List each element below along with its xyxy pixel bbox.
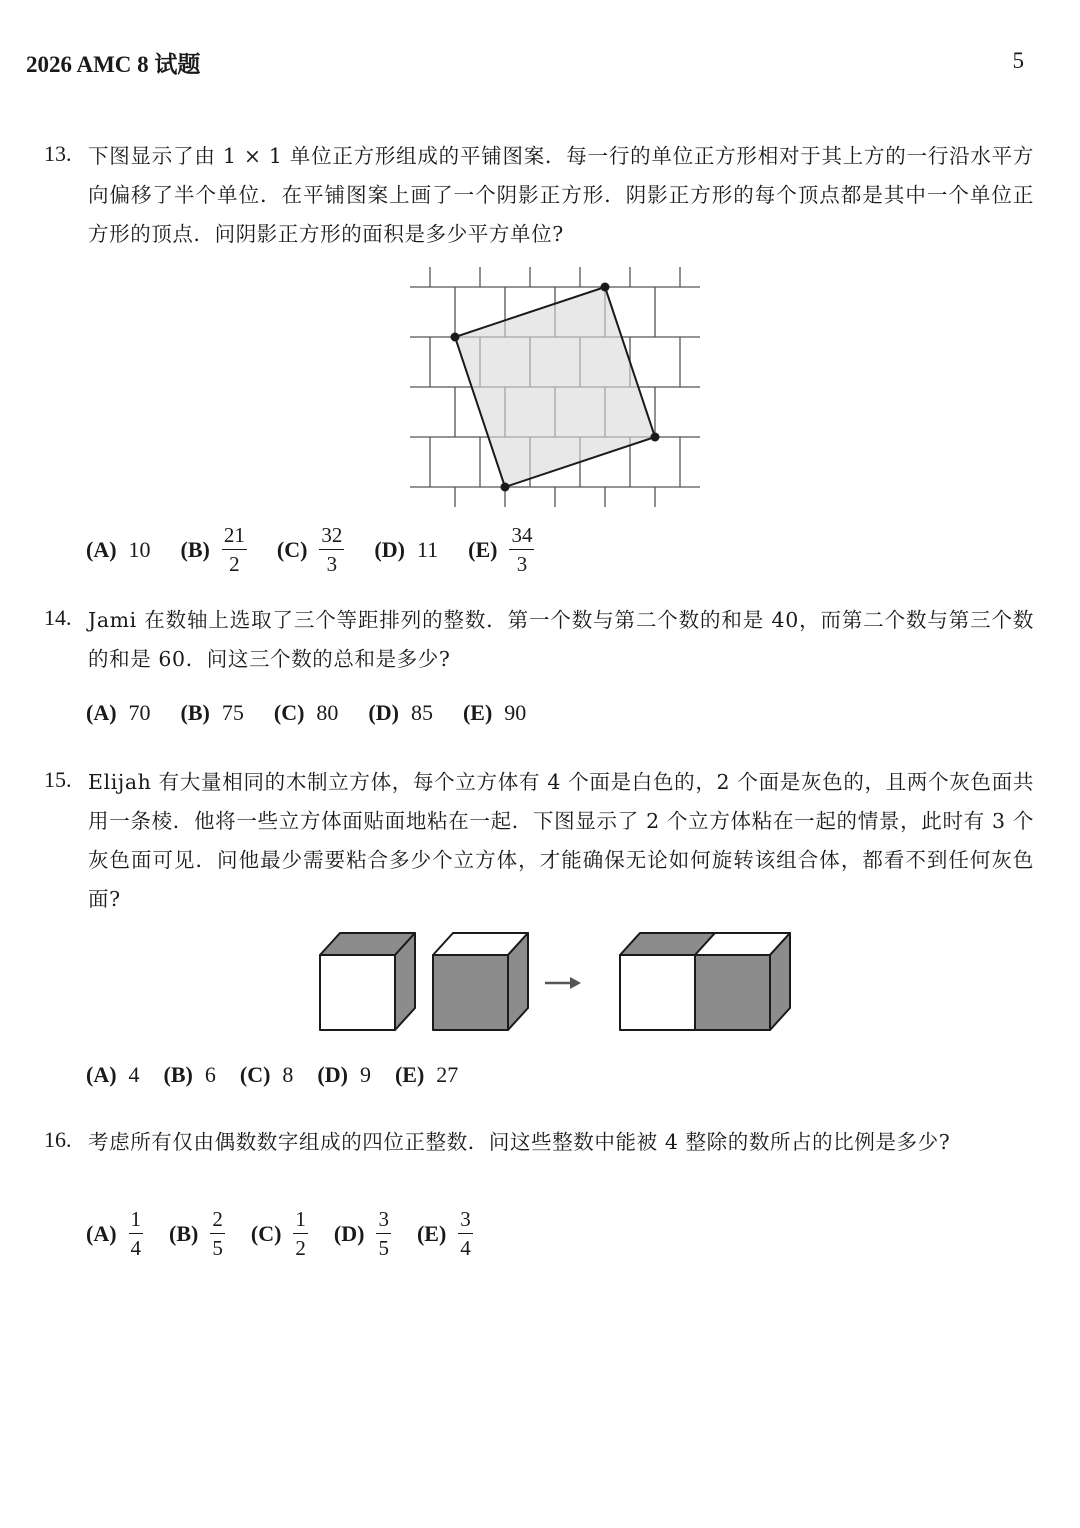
fraction: $\frac{34}{3}$ [511, 523, 533, 576]
vertex-dot [601, 283, 610, 292]
fraction: $\frac{1}{4}$ [130, 1207, 142, 1260]
answer-choices-14 [86, 700, 556, 726]
problem-number: 15. [44, 767, 72, 792]
cube-front-white [320, 955, 395, 1030]
combined-front-gray [695, 955, 770, 1030]
problem-text: 下图显示了由 1 × 1 单位正方形组成的平铺图案．每一行的单位正方形相对于其上方的一行沿水平方向偏移了半个单位．在平铺图案上画了一个阴影正方形．阴影正方形的每个顶点都是其中一个单位正方形的顶点．问阴影正方形的面积是多少平方单位? [88, 144, 1034, 246]
choice-c[interactable]: (C) $\frac{32}{3}$ [276, 523, 343, 576]
problem-number: 16. [44, 1127, 72, 1152]
choice-a[interactable]: (A) 10 [86, 536, 151, 562]
choice-d[interactable]: (D) 85 [368, 700, 433, 725]
problem-number: 13. [44, 141, 72, 166]
problem-13 [44, 137, 1034, 254]
vertex-dot [451, 333, 460, 342]
fraction: $\frac{2}{5}$ [212, 1207, 223, 1260]
cube-front-gray [433, 955, 508, 1030]
choice-c[interactable]: (C) $\frac{1}{2}$ [250, 1207, 306, 1260]
answer-choices-13 [86, 524, 564, 575]
fraction: $\frac{32}{3}$ [321, 523, 343, 576]
problem-text: Elijah 有大量相同的木制立方体，每个立方体有 4 个面是白色的，2 个面是灰色的，且两个灰色面共用一条棱．他将一些立方体面贴面地粘在一起．下图显示了 2 个立方体粘在一起的情景，此时有 3 个灰色面可见．问他最少需要粘合多少个立方体，才能确保无论如何旋转该组合体，都看不到任何灰色面? [88, 770, 1034, 911]
fraction: $\frac{1}{2}$ [295, 1207, 306, 1260]
problem-14 [44, 601, 1034, 679]
vertex-dot [501, 483, 510, 492]
choice-b[interactable]: (B) $\frac{2}{5}$ [169, 1207, 223, 1260]
choice-b[interactable]: (B) 6 [163, 1062, 216, 1087]
choice-a[interactable]: (A) $\frac{1}{4}$ [86, 1207, 142, 1260]
answer-choices-16 [86, 1208, 499, 1259]
answer-choices-15 [86, 1062, 482, 1088]
choice-b[interactable]: (B) $\frac{21}{2}$ [180, 523, 245, 576]
brick-tiling-figure [405, 262, 705, 512]
choice-d[interactable]: (D) 9 [317, 1062, 371, 1087]
problem-15 [44, 763, 1034, 919]
choice-e[interactable]: (E) $\frac{34}{3}$ [468, 523, 533, 576]
choice-a[interactable]: (A) 70 [86, 700, 151, 725]
choice-e[interactable]: (E) 27 [394, 1062, 459, 1087]
cubes-figure [310, 925, 800, 1037]
fraction: $\frac{3}{4}$ [460, 1207, 471, 1260]
choice-a[interactable]: (A) 4 [86, 1062, 140, 1087]
vertex-dot [651, 433, 660, 442]
problem-16 [44, 1123, 1034, 1162]
problem-text: 考虑所有仅由偶数数字组成的四位正整数．问这些整数中能被 4 整除的数所占的比例是多少? [88, 1130, 951, 1154]
problem-text: Jami 在数轴上选取了三个等距排列的整数．第一个数与第二个数的和是 40，而第二个数与第三个数的和是 60．问这三个数的总和是多少? [88, 608, 1034, 671]
page-header-title: 2026 AMC 8 试题 [26, 52, 201, 77]
fraction: $\frac{21}{2}$ [223, 523, 245, 576]
choice-d[interactable]: (D) $\frac{3}{5}$ [333, 1207, 389, 1260]
choice-value: 11 [416, 536, 439, 562]
combined-front-white [620, 955, 695, 1030]
choice-c[interactable]: (C) 8 [239, 1062, 294, 1087]
page-number: 5 [1012, 48, 1024, 73]
fraction: $\frac{3}{5}$ [378, 1207, 389, 1260]
choice-d[interactable]: (D) 11 [374, 536, 439, 562]
choice-b[interactable]: (B) 75 [180, 700, 244, 725]
choice-e[interactable]: (E) $\frac{3}{4}$ [416, 1207, 471, 1260]
choice-e[interactable]: (E) 90 [462, 700, 527, 725]
shaded-square [455, 287, 655, 487]
problem-number: 14. [44, 605, 72, 630]
choice-value: 10 [128, 536, 151, 562]
arrow-icon [545, 977, 581, 989]
choice-c[interactable]: (C) 80 [273, 700, 339, 725]
